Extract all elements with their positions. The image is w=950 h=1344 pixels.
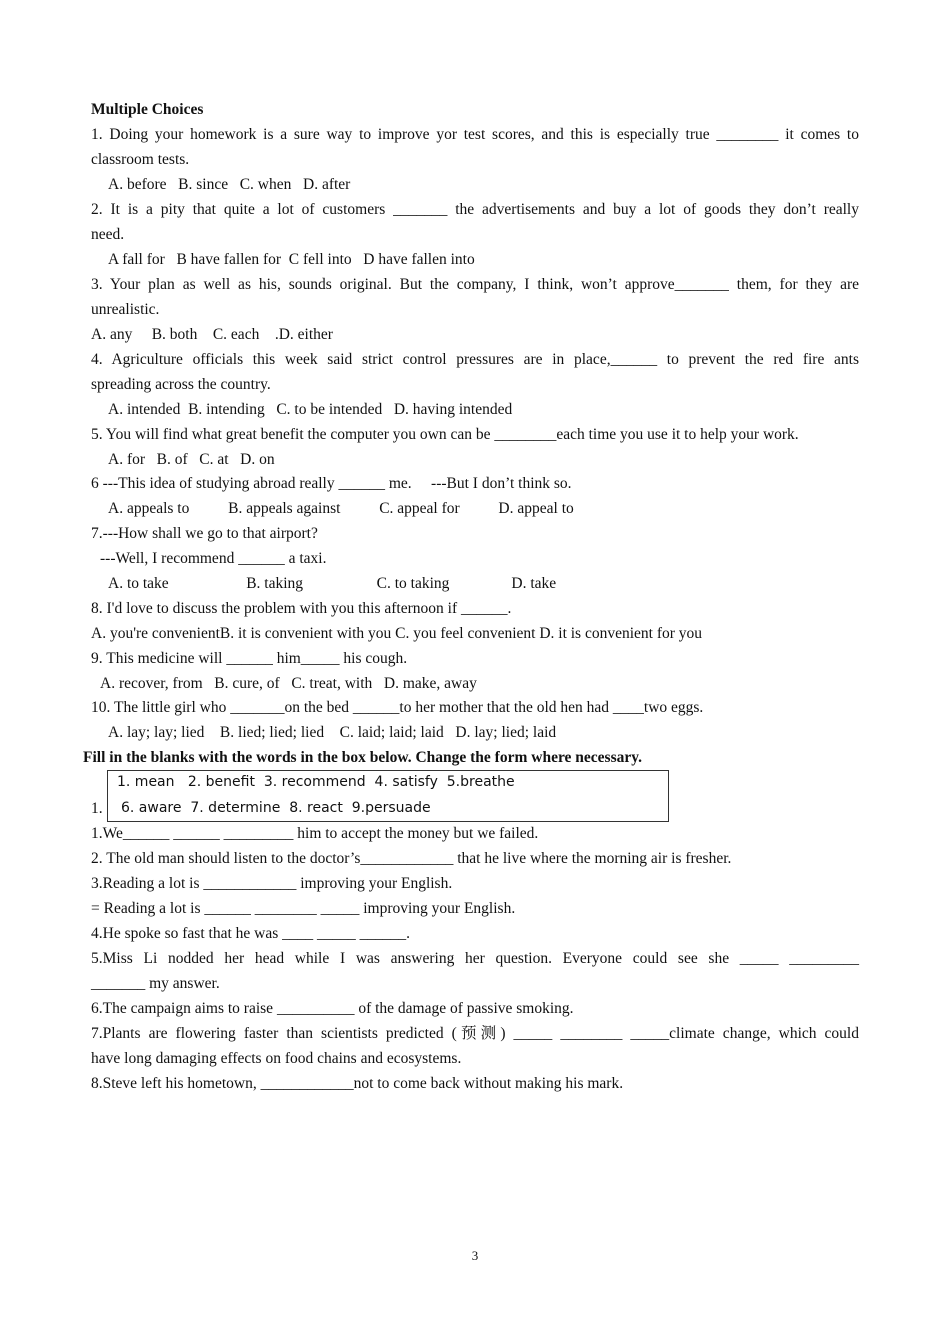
question-2-line-2: need. <box>91 226 125 243</box>
question-9-line-1: 9. This medicine will ______ him_____ his cough. <box>91 650 408 667</box>
question-10-line-1: 10. The little girl who _______on the bed ______to her mother that the old hen had ____two eggs. <box>91 699 704 716</box>
question-3-line-2: unrealistic. <box>91 301 160 318</box>
fill-question-7-line-2: have long damaging effects on food chains and ecosystems. <box>91 1050 462 1067</box>
question-8-options: A. you're convenientB. it is convenient with you C. you feel convenient D. it is convenient for you <box>91 625 703 642</box>
fill-question-1: 1.We______ ______ _________ him to accept the money but we failed. <box>91 825 539 842</box>
question-2-line-1: 2. It is a pity that quite a lot of customers _______ the advertisements and buy a lot of goods they don’t really <box>91 201 859 218</box>
section-title-multiple-choices: Multiple Choices <box>91 101 204 118</box>
question-1-line-1: 1. Doing your homework is a sure way to improve yor test scores, and this is especially true ________ it comes to <box>91 126 859 143</box>
fill-question-8: 8.Steve left his hometown, ____________not to come back without making his mark. <box>91 1075 624 1092</box>
fill-question-5-line-2: _______ my answer. <box>91 975 220 992</box>
question-5-options: A. for B. of C. at D. on <box>108 451 275 468</box>
question-7-line-2: ---Well, I recommend ______ a taxi. <box>100 550 327 567</box>
question-1-options: A. before B. since C. when D. after <box>108 176 351 193</box>
word-box-row-2: 6. aware 7. determine 8. react 9.persuade <box>121 800 431 816</box>
question-7-line-1: 7.---How shall we go to that airport? <box>91 525 318 542</box>
question-2-options: A fall for B have fallen for C fell into D have fallen into <box>108 251 475 268</box>
fill-question-2: 2. The old man should listen to the doctor’s____________ that he live where the morning air is fresher. <box>91 850 732 867</box>
word-box-row-1: 1. mean 2. benefit 3. recommend 4. satisfy 5.breathe <box>117 774 515 790</box>
question-3-options: A. any B. both C. each .D. either <box>91 326 333 343</box>
fill-question-4: 4.He spoke so fast that he was ____ _____ ______. <box>91 925 410 942</box>
question-9-options: A. recover, from B. cure, of C. treat, with D. make, away <box>100 675 477 692</box>
fill-question-3a: 3.Reading a lot is ____________ improving your English. <box>91 875 453 892</box>
section-title-fill-in-blanks: Fill in the blanks with the words in the box below. Change the form where necessary. <box>83 749 643 766</box>
question-1-line-2: classroom tests. <box>91 151 190 168</box>
question-4-line-2: spreading across the country. <box>91 376 271 393</box>
fill-question-7-line-1: 7.Plants are flowering faster than scientists predicted (预测) _____ ________ _____climate change, which could <box>91 1025 859 1042</box>
question-8-line-1: 8. I'd love to discuss the problem with you this afternoon if ______. <box>91 600 512 617</box>
question-7-options: A. to take B. taking C. to taking D. take <box>108 575 557 592</box>
question-6-line-1: 6 ---This idea of studying abroad really ______ me. ---But I don’t think so. <box>91 475 572 492</box>
question-5-line-1: 5. You will find what great benefit the computer you own can be ________each time you use it to help your work. <box>91 426 799 443</box>
question-3-line-1: 3. Your plan as well as his, sounds original. But the company, I think, won’t approve_______ them, for they are <box>91 276 859 293</box>
fill-question-5-line-1: 5.Miss Li nodded her head while I was answering her question. Everyone could see she _____ _________ <box>91 950 859 967</box>
word-box-marker: 1. <box>91 800 103 817</box>
word-box <box>107 770 669 822</box>
fill-question-3b: = Reading a lot is ______ ________ _____ improving your English. <box>91 900 516 917</box>
page-number: 3 <box>471 1248 479 1263</box>
fill-question-6: 6.The campaign aims to raise __________ of the damage of passive smoking. <box>91 1000 574 1017</box>
question-4-line-1: 4. Agriculture officials this week said strict control pressures are in place,______ to prevent the red fire ants <box>91 351 859 368</box>
question-10-options: A. lay; lay; lied B. lied; lied; lied C. laid; laid; laid D. lay; lied; laid <box>108 724 557 741</box>
question-4-options: A. intended B. intending C. to be intended D. having intended <box>108 401 513 418</box>
question-6-options: A. appeals to B. appeals against C. appeal for D. appeal to <box>108 500 574 517</box>
